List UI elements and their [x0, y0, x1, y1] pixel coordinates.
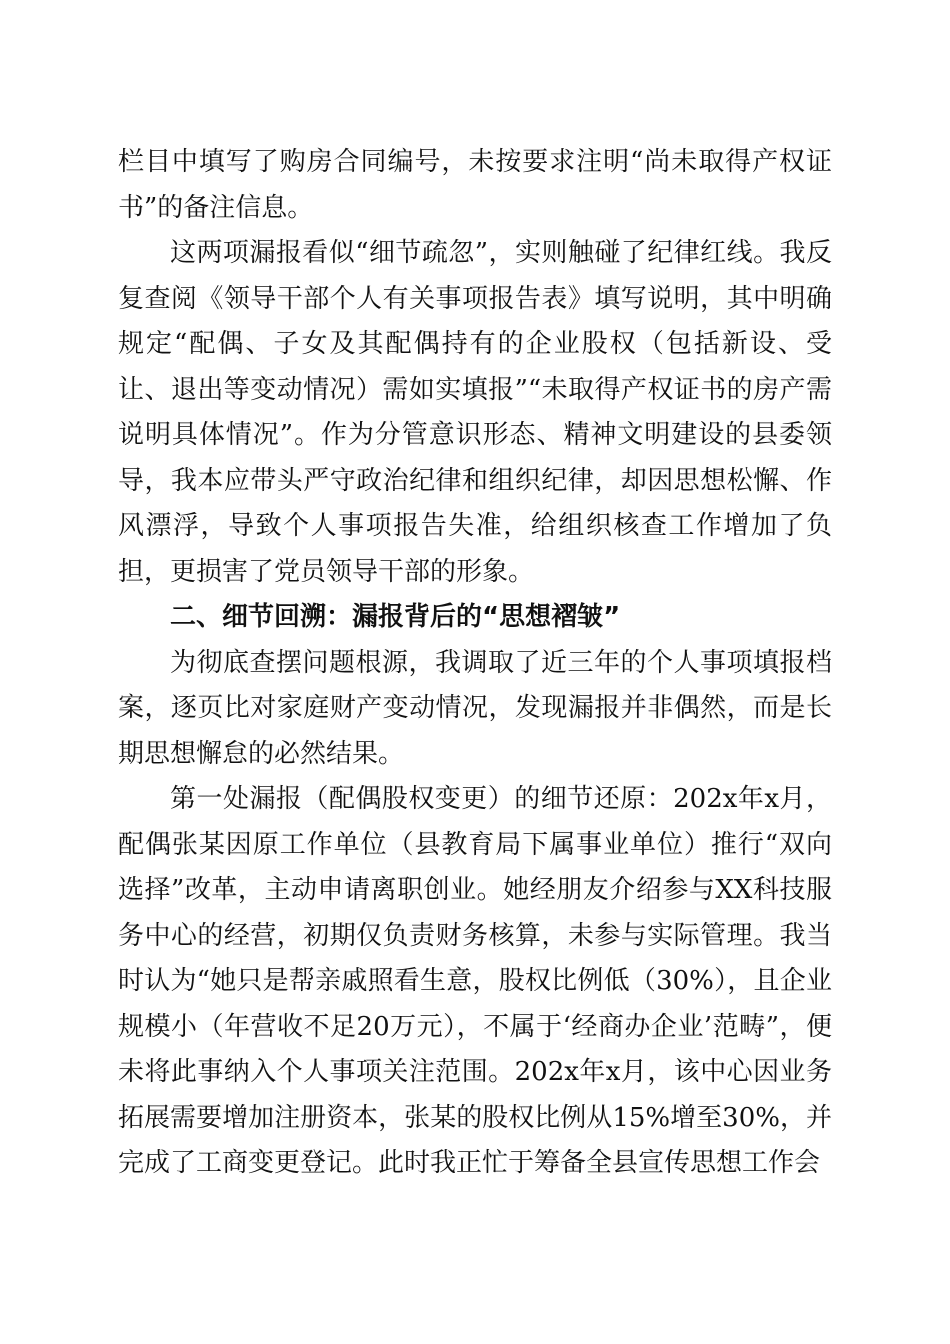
paragraph-body: 第一处漏报（配偶股权变更）的细节还原：202x年x月，配偶张某因原工作单位（县教育局下属事业单位）推行“双向选择”改革，主动申请离职创业。她经朋友介绍参与XX科技服务中心的经营，初期仅负责财务核算，未参与实际管理。我当时认为“她只是帮亲戚照看生意，股权比例低（30%），且企业规模小（年营收不足20万元），不属于‘经商办企业’范畴”，便未将此事纳入个人事项关注范围。202x年x月，该中心因业务拓展需要增加注册资本，张某的股权比例从15%增至30%，并完成了工商变更登记。此时我正忙于筹备全县宣传思想工作会: [118, 784, 832, 1178]
paragraph-continuation: 栏目中填写了购房合同编号，未按要求注明“尚未取得产权证书”的备注信息。: [118, 147, 832, 223]
document-body: [118, 140, 832, 1187]
paragraph-body: 为彻底查摆问题根源，我调取了近三年的个人事项填报档案，逐页比对家庭财产变动情况，发现漏报并非偶然，而是长期思想懈怠的必然结果。: [118, 647, 832, 769]
section-heading: 二、细节回溯：漏报背后的“思想褶皱”: [170, 602, 621, 632]
paragraph-body: 这两项漏报看似“细节疏忽”，实则触碰了纪律红线。我反复查阅《领导干部个人有关事项报告表》填写说明，其中明确规定“配偶、子女及其配偶持有的企业股权（包括新设、受让、退出等变动情况）需如实填报”“未取得产权证书的房产需说明具体情况”。作为分管意识形态、精神文明建设的县委领导，我本应带头严守政治纪律和组织纪律，却因思想松懈、作风漂浮，导致个人事项报告失准，给组织核查工作增加了负担，更损害了党员领导干部的形象。: [118, 238, 832, 587]
